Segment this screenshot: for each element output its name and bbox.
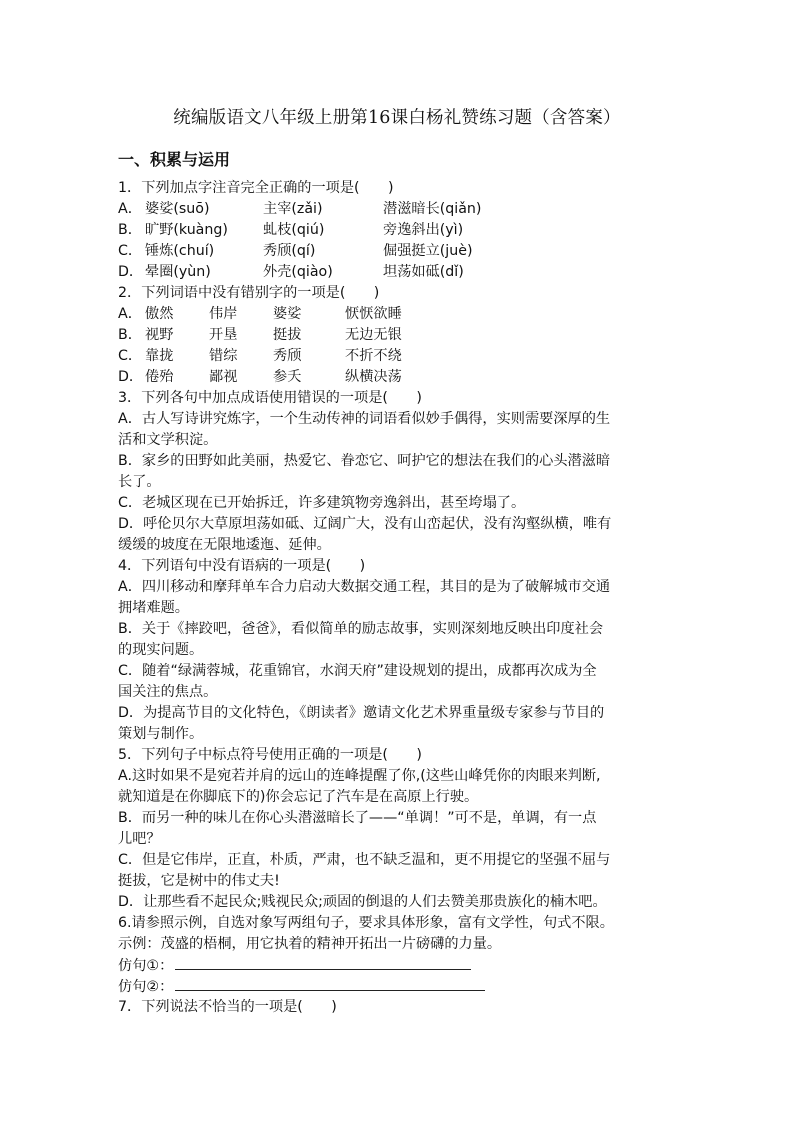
option-item: 婆娑(suō) [145, 201, 210, 217]
question-body [118, 178, 680, 1018]
option-item: 秀颀(qí) [263, 243, 316, 259]
option-item: 主宰(zǎi) [263, 201, 323, 217]
q5-line: 就知道是在你脚底下的)你会忘记了汽车是在高原上行驶。 [118, 789, 479, 805]
q1-option-a [118, 199, 680, 220]
q4-line: 的现实问题。 [118, 642, 204, 658]
option-label: B． [118, 327, 142, 343]
q1-option-d [118, 262, 680, 283]
option-item: 晕圈(yùn) [145, 264, 211, 280]
q3-line: D．呼伦贝尔大草原坦荡如砥、辽阔广大，没有山峦起伏，没有沟壑纵横，唯有 [118, 516, 612, 532]
answer-label: 仿句②： [118, 979, 174, 995]
q5-line: 挺拔，它是树中的伟丈夫! [118, 873, 280, 889]
option-item: 开垦 [209, 327, 238, 343]
q2-option-a [118, 304, 680, 325]
q4-stem: 4．下列语句中没有语病的一项是( ) [118, 558, 366, 574]
section-heading: 一、积累与运用 [118, 150, 231, 169]
q2-option-c [118, 346, 680, 367]
option-item: 潜滋暗长(qiǎn) [383, 201, 482, 217]
option-item: 旁逸斜出(yì) [383, 222, 464, 238]
q1-option-c [118, 241, 680, 262]
option-label: A． [118, 201, 142, 217]
option-label: C． [118, 243, 143, 259]
q5-line: 儿吧？ [118, 831, 161, 847]
q4-line: B．关于《摔跤吧，爸爸》，看似简单的励志故事，实则深刻地反映出印度社会 [118, 621, 604, 637]
q4-line: 策划与制作。 [118, 726, 204, 742]
option-item: 伟岸 [209, 306, 238, 322]
option-item: 靠拢 [145, 348, 174, 364]
q3-line: B．家乡的田野如此美丽，热爱它、眷恋它、呵护它的想法在我们的心头潜滋暗 [118, 453, 611, 469]
q4-line: A．四川移动和摩拜单车合力启动大数据交通工程，其目的是为了破解城市交通 [118, 579, 611, 595]
q1-stem: 1．下列加点字注音完全正确的一项是( ) [118, 180, 394, 196]
q5-line: B．而另一种的味儿在你心头潜滋暗长了——“单调！”可不是，单调，有一点 [118, 810, 597, 826]
q7-stem: 7．下列说法不恰当的一项是( ) [118, 999, 337, 1015]
option-item: 恹恹欲睡 [345, 306, 402, 322]
option-item: 倦殆 [145, 369, 174, 385]
q3-line: 活和文学积淀。 [118, 432, 218, 448]
q3-line: 长了。 [118, 474, 161, 490]
q5-stem: 5．下列句子中标点符号使用正确的一项是( ) [118, 747, 422, 763]
answer-label: 仿句①： [118, 958, 174, 974]
q6-stem: 6.请参照示例，自选对象写两组句子，要求具体形象，富有文学性，句式不限。 [118, 915, 614, 931]
q3-line: C．老城区现在已开始拆迁，许多建筑物旁逸斜出，甚至垮塌了。 [118, 495, 526, 511]
option-item: 旷野(kuàng) [145, 222, 228, 238]
document-title: 统编版语文八年级上册第16课白杨礼赞练习题（含答案） [173, 108, 621, 128]
option-item: 视野 [145, 327, 174, 343]
option-label: A． [118, 306, 142, 322]
q4-line: 国关注的焦点。 [118, 684, 218, 700]
q4-line: D．为提高节目的文化特色，《朗读者》邀请文化艺术界重量级专家参与节目的 [118, 705, 605, 721]
q3-line: 缓缓的坡度在无限地逶迤、延伸。 [118, 537, 331, 553]
q5-line: D．让那些看不起民众;贱视民众;顽固的倒退的人们去赞美那贵族化的楠木吧。 [118, 894, 607, 910]
q6-example: 示例：茂盛的梧桐，用它执着的精神开拓出一片磅礴的力量。 [118, 936, 502, 952]
option-item: 参夭 [273, 369, 302, 385]
option-item: 婆娑 [273, 306, 302, 322]
q4-line: C．随着“绿满蓉城，花重锦官，水润天府”建设规划的提出，成都再次成为全 [118, 663, 597, 679]
option-item: 错综 [209, 348, 238, 364]
option-item: 挺拔 [273, 327, 302, 343]
q4-line: 拥堵难题。 [118, 600, 189, 616]
option-item: 纵横决荡 [345, 369, 402, 385]
option-item: 无边无银 [345, 327, 402, 343]
option-label: C． [118, 348, 143, 364]
answer-blank[interactable] [175, 976, 485, 991]
q5-line: A.这时如果不是宛若并肩的远山的连峰提醒了你,(这些山峰凭你的肉眼来判断, [118, 768, 601, 784]
option-item: 锤炼(chuí) [145, 243, 215, 259]
q3-line: A．古人写诗讲究炼字，一个生动传神的词语看似妙手偶得，实则需要深厚的生 [118, 411, 611, 427]
option-item: 倔强挺立(juè) [383, 243, 473, 259]
option-item: 外壳(qiào) [263, 264, 333, 280]
option-label: D． [118, 369, 144, 385]
option-item: 虬枝(qiú) [263, 222, 325, 238]
q3-stem: 3．下列各句中加点成语使用错误的一项是( ) [118, 390, 422, 406]
option-item: 不折不绕 [345, 348, 402, 364]
q6-answer-2 [118, 976, 680, 997]
option-item: 鄙视 [209, 369, 238, 385]
q5-line: C．但是它伟岸，正直，朴质，严肃，也不缺乏温和，更不用提它的坚强不屈与 [118, 852, 611, 868]
answer-blank[interactable] [175, 955, 471, 970]
option-label: B． [118, 222, 142, 238]
option-item: 傲然 [145, 306, 174, 322]
q2-stem: 2．下列词语中没有错别字的一项是( ) [118, 285, 380, 301]
q2-option-b [118, 325, 680, 346]
option-item: 秀颀 [273, 348, 302, 364]
option-label: D． [118, 264, 144, 280]
q2-option-d [118, 367, 680, 388]
q1-option-b [118, 220, 680, 241]
option-item: 坦荡如砥(dǐ) [383, 264, 464, 280]
q6-answer-1 [118, 955, 680, 976]
